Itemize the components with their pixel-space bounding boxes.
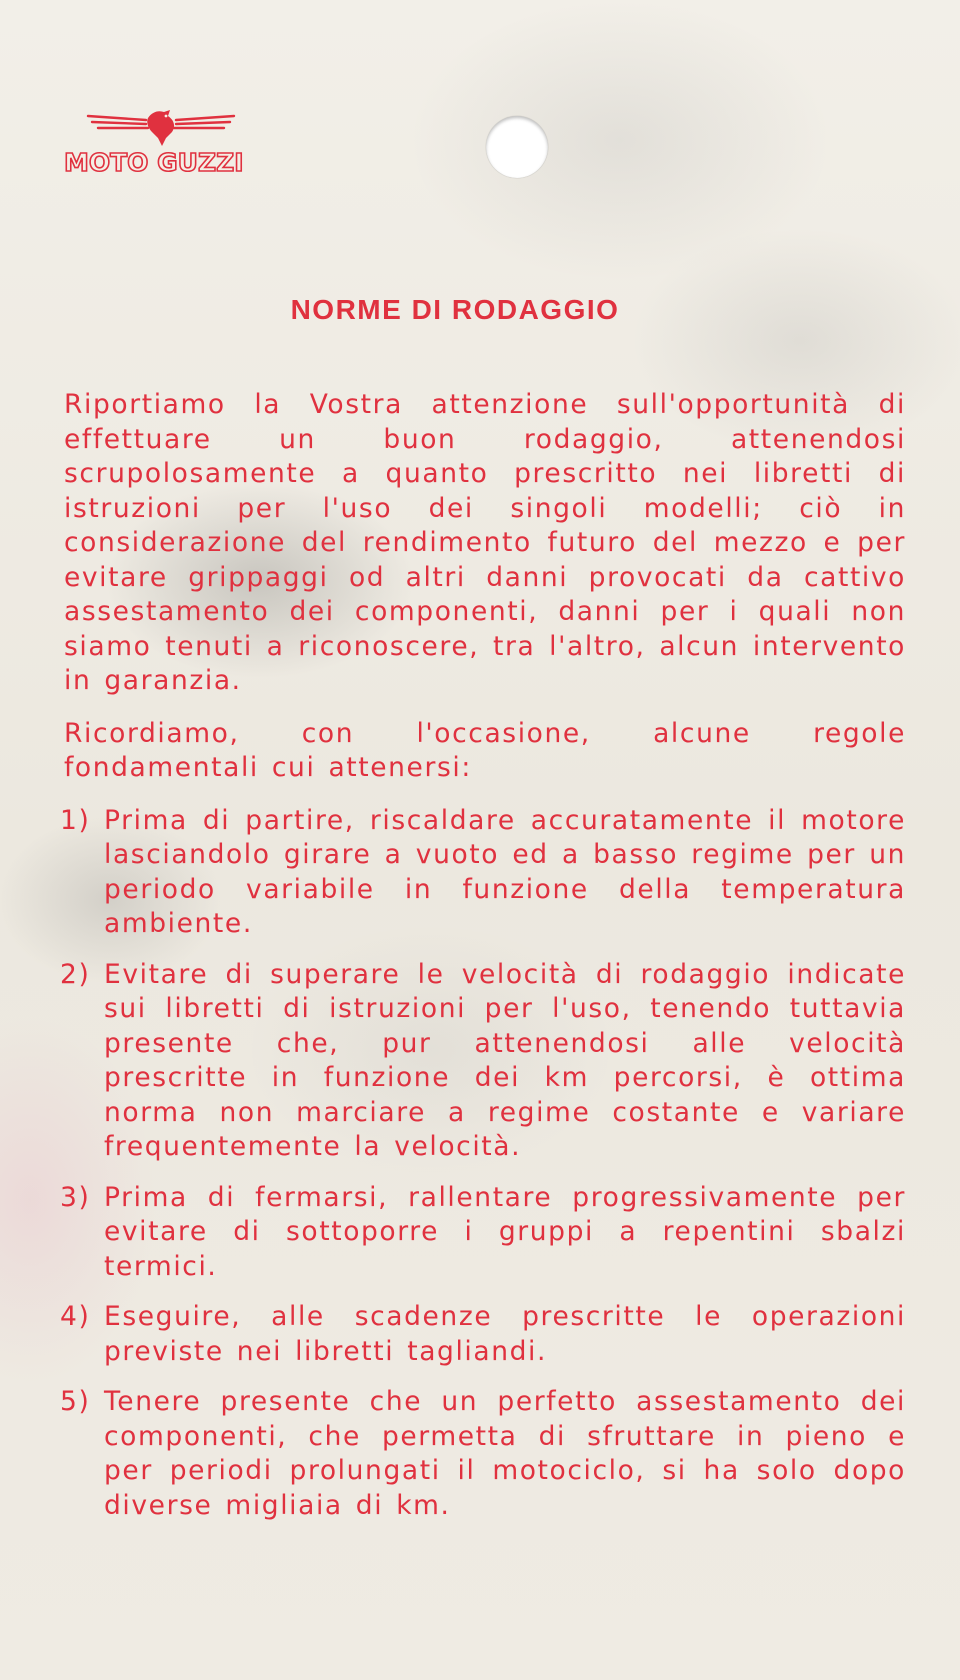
rule-number: 5) [60, 1386, 91, 1417]
rule-item [60, 958, 906, 1165]
rules-list [60, 804, 906, 1524]
rule-text: Tenere presente che un perfetto assestamento dei componenti, che permetta di sfruttare in pieno e per periodi prolungati il motociclo, si ha solo dopo diverse migliaia di km. [104, 1386, 906, 1521]
rule-number: 1) [60, 804, 91, 836]
page-title: NORME DI RODAGGIO [290, 294, 620, 325]
rule-text: Prima di partire, riscaldare accuratamente il motore lasciandolo girare a vuoto ed a basso regime per un periodo variabile in funzione della temperatura ambiente. [104, 804, 906, 939]
rule-number: 4) [60, 1301, 91, 1332]
card-body [60, 388, 906, 1539]
rule-text: Eseguire, alle scadenze prescritte le operazioni previste nei libretti tagliandi. [104, 1301, 906, 1367]
brand-name: MOTO GUZZI [64, 148, 244, 177]
rule-item [60, 804, 906, 942]
intro-paragraph: Riportiamo la Vostra attenzione sull'opportunità di effettuare un buon rodaggio, attenendosi scrupolosamente a quanto prescritto nei libretti di istruzioni per l'uso dei singoli modelli; ciò in considerazione del rendimento futuro del mezzo e per evitare grippaggi od altri danni provocati da cattivo assestamento dei componenti, danni per i quali non siamo tenuti a riconoscere, tra l'altro, alcun intervento in garanzia. [64, 389, 906, 696]
rule-number: 2) [60, 958, 91, 990]
rule-text: Evitare di superare le velocità di rodaggio indicate sui libretti di istruzioni per l'uso, tenendo tuttavia presente che, pur attenendosi alle velocità prescritte in funzione dei km percorsi, è ottima norma non marciare a regime costante e variare frequentemente la velocità. [104, 958, 906, 1162]
rule-item [60, 1181, 906, 1285]
rules-intro-paragraph: Ricordiamo, con l'occasione, alcune regole fondamentali cui attenersi: [64, 717, 906, 783]
rule-text: Prima di fermarsi, rallentare progressivamente per evitare di sottoporre i gruppi a repentini sbalzi termici. [104, 1181, 906, 1282]
rule-item [60, 1385, 906, 1523]
rule-number: 3) [60, 1181, 91, 1213]
eagle-icon [86, 108, 236, 148]
punch-hole [486, 116, 548, 178]
moto-guzzi-logo [64, 108, 264, 178]
rule-item [60, 1300, 906, 1369]
